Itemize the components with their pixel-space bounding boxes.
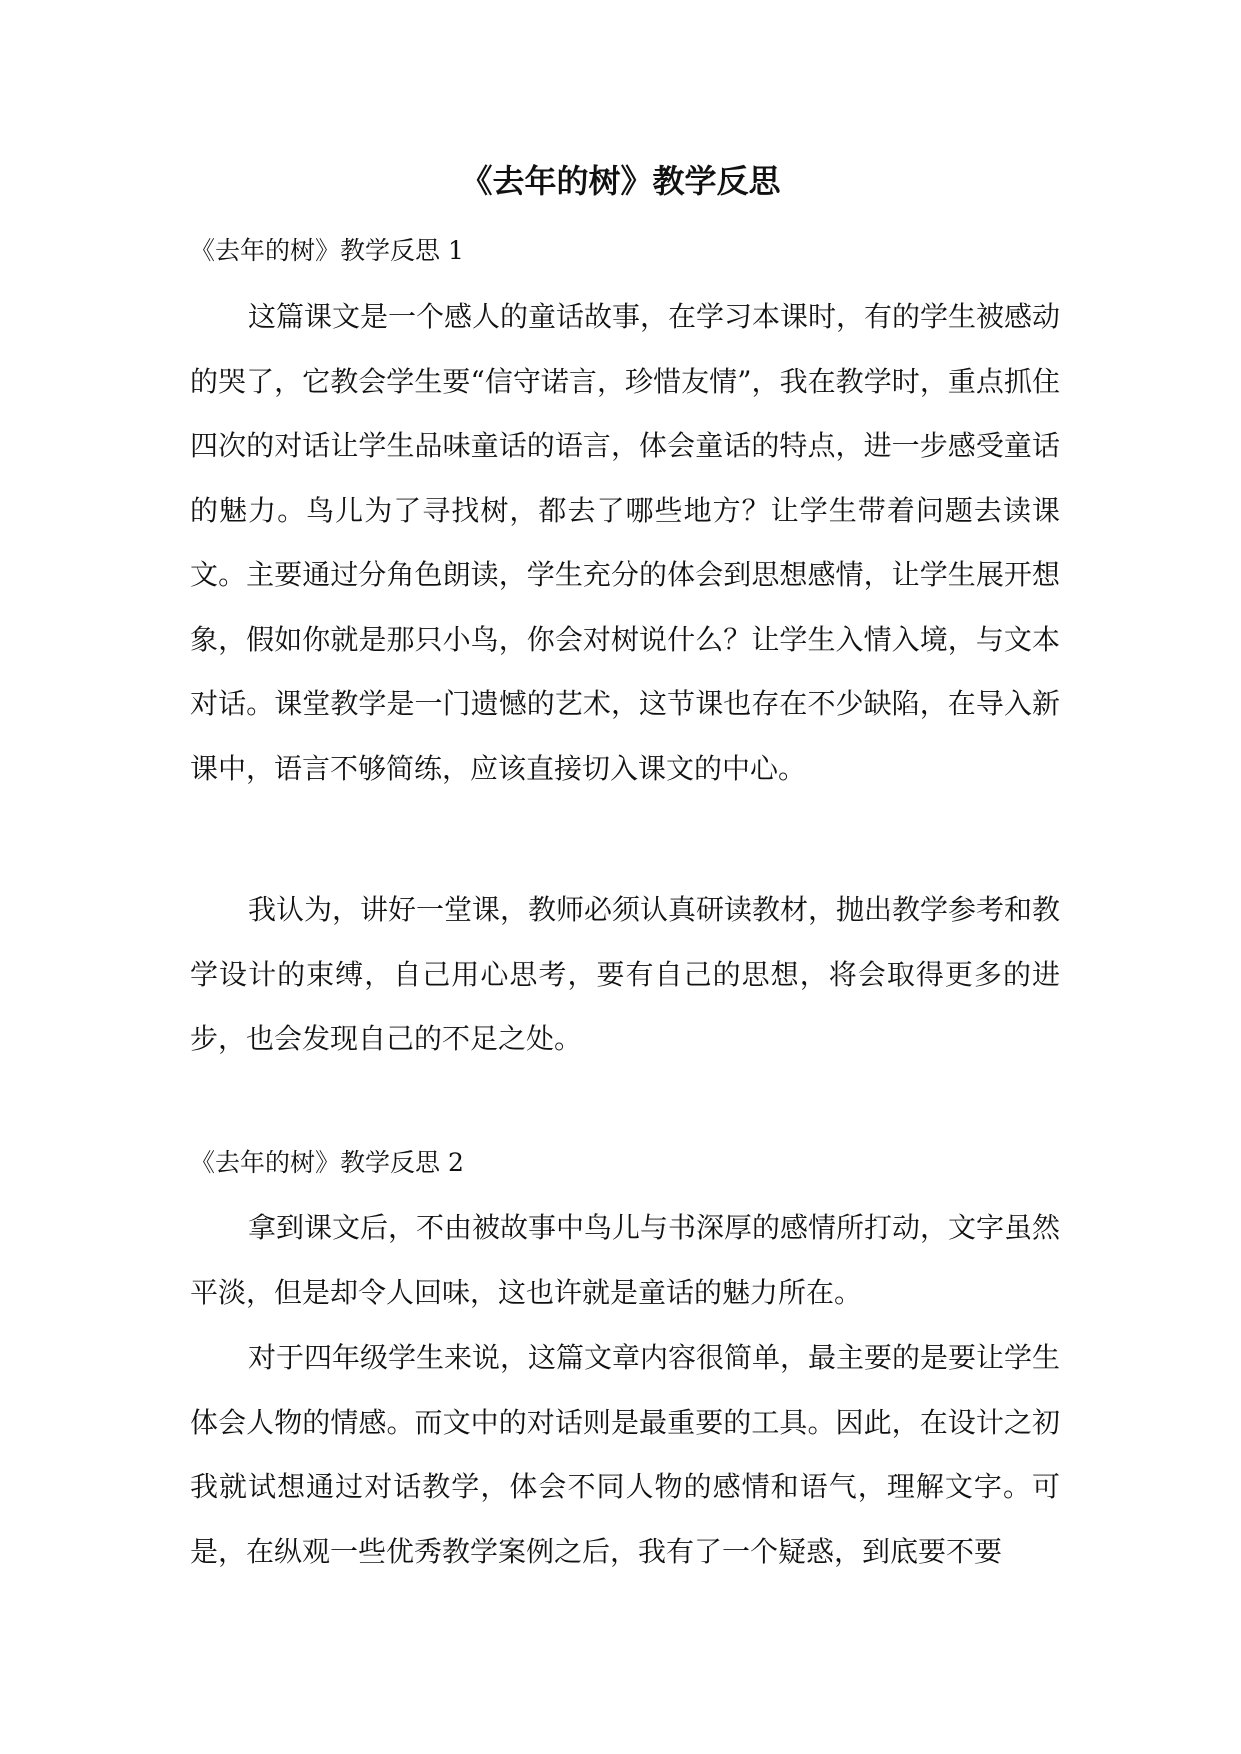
paragraph-3: 拿到课文后，不由被故事中鸟儿与书深厚的感情所打动，文字虽然平淡，但是却令人回味，这也许就是童话的魅力所在。 xyxy=(190,1211,1061,1309)
section-heading-1: 《去年的树》教学反思 1 xyxy=(190,236,464,265)
section-heading-2: 《去年的树》教学反思 2 xyxy=(190,1148,464,1177)
document-title: 《去年的树》教学反思 xyxy=(460,162,781,200)
paragraph-2: 我认为，讲好一堂课，教师必须认真研读教材，抛出教学参考和教学设计的束缚，自己用心思考，要有自己的思想，将会取得更多的进步，也会发现自己的不足之处。 xyxy=(190,893,1061,1055)
paragraph-1: 这篇课文是一个感人的童话故事，在学习本课时，有的学生被感动的哭了，它教会学生要“信守诺言，珍惜友情”，我在教学时，重点抓住四次的对话让学生品味童话的语言，体会童话的特点，进一步感受童话的魅力。鸟儿为了寻找树，都去了哪些地方？让学生带着问题去读课文。主要通过分角色朗读，学生充分的体会到思想感情，让学生展开想象，假如你就是那只小鸟，你会对树说什么？让学生入情入境，与文本对话。课堂教学是一门遗憾的艺术，这节课也存在不少缺陷，在导入新课中，语言不够简练，应该直接切入课文的中心。 xyxy=(190,300,1061,785)
paragraph-4: 对于四年级学生来说，这篇文章内容很简单，最主要的是要让学生体会人物的情感。而文中的对话则是最重要的工具。因此，在设计之初我就试想通过对话教学，体会不同人物的感情和语气，理解文字。可是，在纵观一些优秀教学案例之后，我有了一个疑惑，到底要不要 xyxy=(190,1341,1061,1568)
